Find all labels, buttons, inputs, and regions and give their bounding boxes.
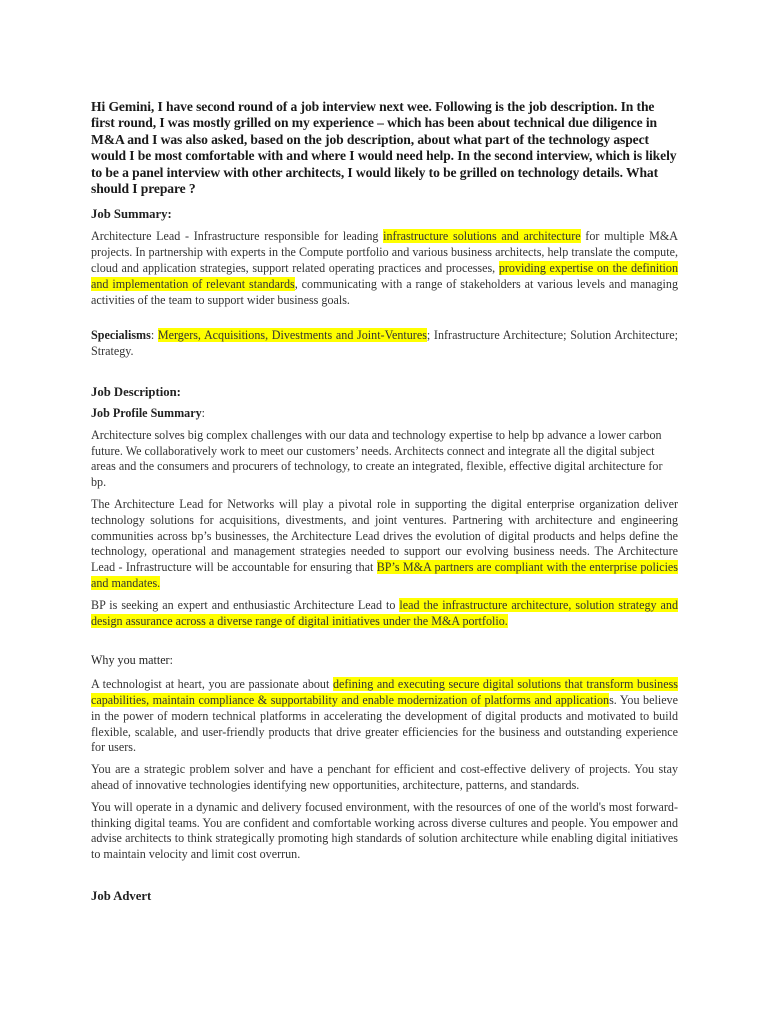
why-you-matter-paragraph-1 [91, 677, 678, 756]
job-summary-text-a: Architecture Lead - Infrastructure responsible for leading [91, 229, 384, 244]
job-description-p2-text: The Architecture Lead for Networks will play a pivotal role in supporting the digital enterprise organization deliver technology solutions for acquisitions, divestments, and joint ventures. Partnering with architecture and engineering communities across bp’s businesses, the Architecture Lead drives the evolution of digital products and helps define the technology, operational and management strategies needed to support our evolving business needs. The Architecture Lead - Infrastructure will be accountable for ensuring that [91, 497, 678, 575]
specialisms-label: Specialisms [91, 328, 151, 343]
specialisms-paragraph [91, 328, 678, 360]
job-summary-heading: Job Summary: [91, 207, 172, 222]
job-advert-heading: Job Advert [91, 888, 152, 903]
highlight-secure-digital-solutions: defining and executing secure digital solutions that transform business capabilities, maintain compliance & supportability and enable modernization of platforms and application [91, 677, 678, 707]
job-profile-summary-line [91, 406, 678, 422]
job-description-paragraph-3 [91, 598, 678, 630]
document-page [91, 99, 678, 904]
highlight-standards-expertise: providing expertise on the definition and implementation of relevant standards [91, 261, 679, 291]
job-description-paragraph-1: Architecture solves big complex challenges with our data and technology expertise to help bp advance a lower carbon future. We collaboratively work to meet our customers’ needs. Architects connect and integrate all the digital subject areas and the consumers and procurers of technology, to create an integrated, flexible, effective digital architecture for bp. [91, 427, 663, 490]
highlight-lead-infrastructure-architecture: lead the infrastructure architecture, solution strategy and design assurance across a diverse range of digital initiatives under the M&A portfolio. [91, 597, 678, 628]
why-p1-text-b: s. You believe in the power of modern technical platforms in accelerating the development of digital products and motivated to build flexible, scalable, and user-friendly products that drive greater efficiencies for the business and outstanding experience for users. [91, 692, 678, 755]
specialisms-rest: ; Infrastructure Architecture; Solution Architecture; Strategy. [91, 328, 678, 359]
job-description-paragraph-2 [91, 497, 678, 592]
job-description-p3-text: BP is seeking an expert and enthusiastic Architecture Lead to [91, 597, 400, 612]
job-summary-text-b: for multiple M&A projects. In partnership with experts in the Compute portfolio and various business architects, help translate the compute, cloud and application strategies, support related operating practices and processes, [91, 229, 679, 276]
job-description-heading: Job Description: [91, 385, 181, 400]
job-profile-summary-colon: : [201, 406, 206, 421]
why-you-matter-paragraph-3: You will operate in a dynamic and delivery focused environment, with the resources of one of the world's most forward-thinking digital teams. You are confident and comfortable working across diverse cultures and people. You empower and advise architects to think strategically promoting high standards of solution architecture while enabling digital initiatives to maintain velocity and limit cost overrun. [91, 799, 678, 862]
why-you-matter-colon: : [169, 653, 173, 668]
job-summary-text-c: , communicating with a range of stakeholders at various levels and managing activities of the team to support wider business goals. [91, 276, 678, 307]
why-p1-text-a: A technologist at heart, you are passionate about [91, 677, 333, 692]
job-profile-summary-heading: Job Profile Summary [91, 406, 202, 421]
why-you-matter-paragraph-2: You are a strategic problem solver and have a penchant for efficient and cost-effective delivery of projects. You stay ahead of innovative technologies identifying new opportunities, architecture, patterns, and standards. [91, 762, 678, 792]
specialisms-colon: : [150, 328, 158, 343]
job-summary-paragraph [91, 229, 678, 308]
highlight-mergers-acquisitions: Mergers, Acquisitions, Divestments and Joint-Ventures [157, 328, 427, 343]
why-you-matter-heading: Why you matter [91, 653, 170, 668]
why-you-matter-line [91, 653, 678, 669]
highlight-infrastructure-solutions: infrastructure solutions and architecture [383, 229, 581, 244]
highlight-bp-ma-partners: BP’s M&A partners are compliant with the enterprise policies and mandates. [91, 560, 679, 590]
intro-prompt: Hi Gemini, I have second round of a job interview next wee. Following is the job description. In the first round, I was mostly grilled on my experience – which has been about technical due diligence in M&A and I was also asked, based on the job description, about what part of the technology aspect would I be most comfortable with and where I would need help. In the second interview, which is likely to be a panel interview with other architects, I would likely to be grilled on technology details. What should I prepare ? [91, 99, 677, 197]
